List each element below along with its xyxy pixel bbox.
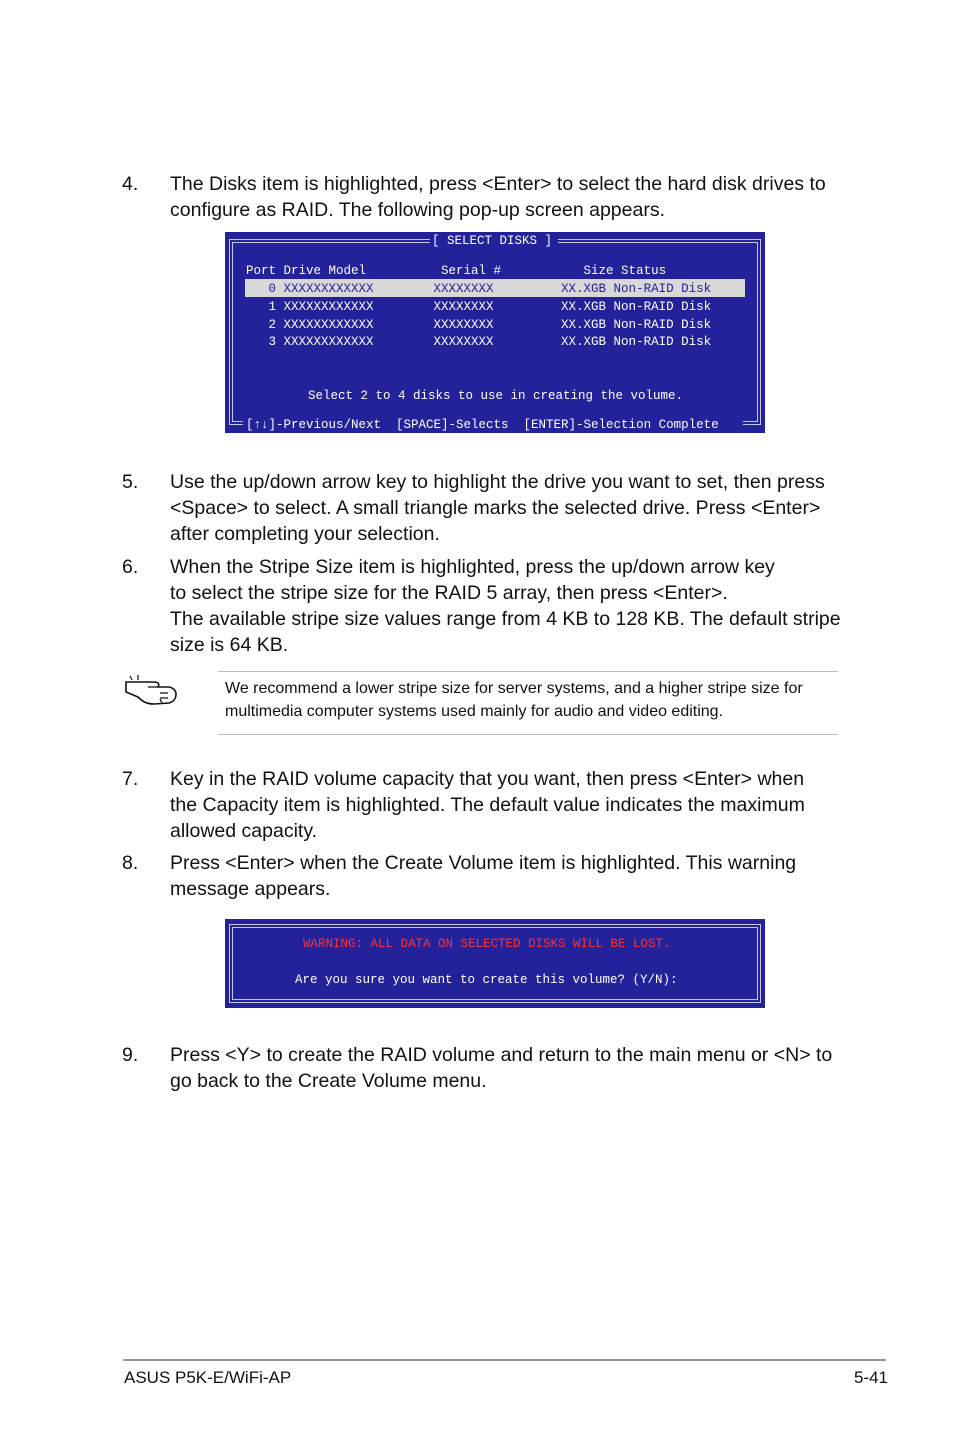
note-text: We recommend a lower stripe size for server systems, and a higher stripe size for multimedia computer systems used mainly for audio and video editing.: [225, 680, 803, 720]
confirm-question[interactable]: Are you sure you want to create this volume? (Y/N):: [295, 973, 678, 987]
disk-row[interactable]: 1 XXXXXXXXXXXX XXXXXXXX XX.XGB Non-RAID Disk: [246, 300, 712, 314]
step-number: 9.: [122, 1044, 139, 1066]
step-number: 6.: [122, 556, 139, 578]
disk-row[interactable]: 3 XXXXXXXXXXXX XXXXXXXX XX.XGB Non-RAID Disk: [246, 335, 712, 349]
footer-product: ASUS P5K-E/WiFi-AP: [124, 1368, 292, 1387]
step-line: Press <Enter> when the Create Volume item is highlighted. This warning: [170, 852, 797, 874]
step-line: The Disks item is highlighted, press <Enter> to select the hard disk drives to: [170, 173, 826, 195]
step-number: 5.: [122, 471, 139, 493]
step-number: 4.: [122, 173, 139, 195]
step-line: size is 64 KB.: [170, 634, 289, 656]
step-line: go back to the Create Volume menu.: [170, 1070, 487, 1092]
disk-row[interactable]: 2 XXXXXXXXXXXX XXXXXXXX XX.XGB Non-RAID Disk: [246, 318, 712, 332]
warning-screen: [225, 919, 765, 1008]
step-line: to select the stripe size for the RAID 5 array, then press <Enter>.: [170, 582, 728, 604]
step-line: The available stripe size values range from 4 KB to 128 KB. The default stripe: [170, 608, 841, 630]
note-bottom-rule: [218, 734, 838, 735]
select-disks-instruction: Select 2 to 4 disks to use in creating the volume.: [308, 389, 684, 403]
step-line: When the Stripe Size item is highlighted, press the up/down arrow key: [170, 556, 775, 578]
step-line: Key in the RAID volume capacity that you want, then press <Enter> when: [170, 768, 805, 790]
note-top-rule: [218, 671, 838, 672]
warning-message: WARNING: ALL DATA ON SELECTED DISKS WILL BE LOST.: [303, 937, 671, 951]
disk-row[interactable]: 0 XXXXXXXXXXXX XXXXXXXX XX.XGB Non-RAID Disk: [246, 282, 712, 296]
select-disks-title: [ SELECT DISKS ]: [432, 234, 553, 248]
step-line: after completing your selection.: [170, 523, 440, 545]
hand-pointing-icon: [124, 668, 182, 708]
step-line: message appears.: [170, 878, 331, 900]
step-line: Use the up/down arrow key to highlight the drive you want to set, then press: [170, 471, 825, 493]
select-disks-screen: [225, 232, 765, 433]
footer-page-number: 5-41: [853, 1368, 888, 1387]
disk-table-header: Port Drive Model Serial # Size Status: [246, 264, 667, 278]
step-line: <Space> to select. A small triangle marks the selected drive. Press <Enter>: [170, 497, 821, 519]
step-line: Press <Y> to create the RAID volume and return to the main menu or <N> to: [170, 1044, 833, 1066]
step-number: 7.: [122, 768, 139, 790]
step-line: configure as RAID. The following pop-up screen appears.: [170, 199, 666, 221]
footer-rule: [123, 1359, 886, 1361]
step-line: the Capacity item is highlighted. The default value indicates the maximum: [170, 794, 805, 816]
step-line: allowed capacity.: [170, 820, 318, 842]
step-number: 8.: [122, 852, 139, 874]
select-disks-keys: [↑↓]-Previous/Next [SPACE]-Selects [ENTER]-Selection Complete: [246, 418, 719, 432]
